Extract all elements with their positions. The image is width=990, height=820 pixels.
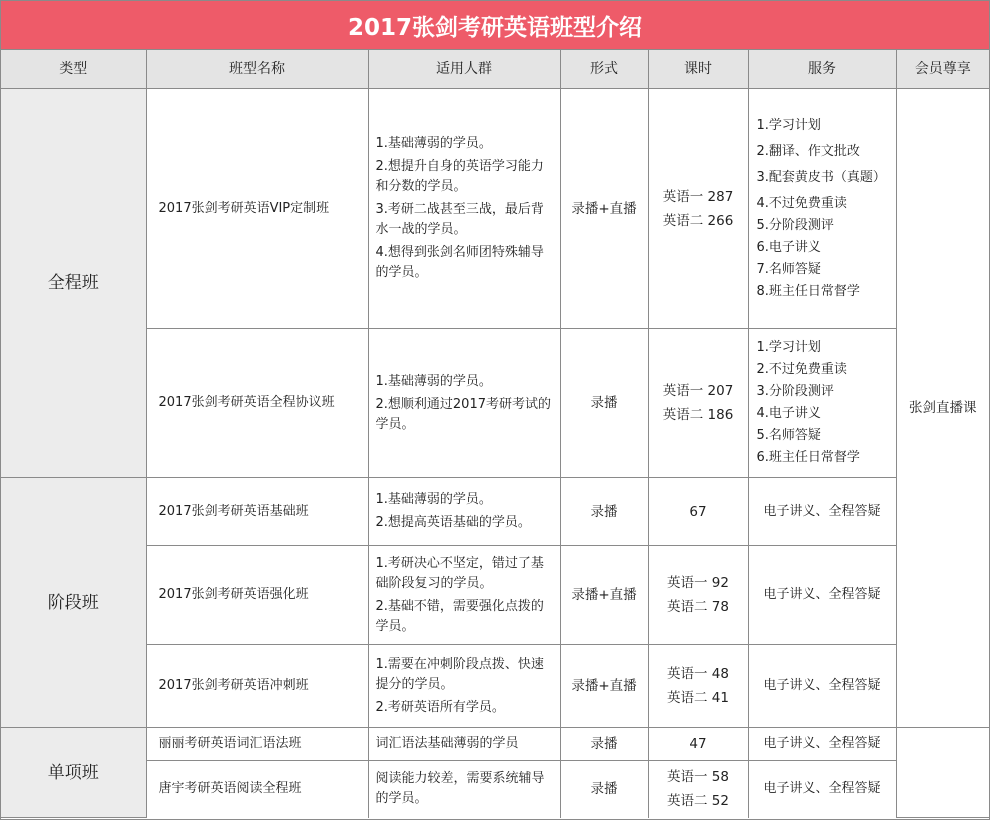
services-cell	[748, 478, 896, 546]
course-table	[1, 50, 989, 818]
service-item: 4.电子讲义	[756, 406, 821, 421]
audience-item: 1.基础薄弱的学员。	[375, 492, 492, 507]
service-item: 电子讲义、全程答疑	[763, 736, 881, 751]
header-member: 会员尊享	[896, 50, 989, 89]
hours-cell	[648, 478, 748, 546]
service-item: 电子讲义、全程答疑	[763, 781, 881, 797]
hours-cell	[648, 329, 748, 478]
audience-item: 2.想顺利通过2017考研考试的学员。	[375, 396, 551, 432]
services-cell	[748, 329, 896, 478]
audience-cell	[368, 329, 560, 478]
hours-cell	[648, 89, 748, 329]
service-item: 电子讲义、全程答疑	[763, 587, 881, 602]
page-title: 2017张剑考研英语班型介绍	[1, 1, 989, 50]
hours-item: 英语二 78	[667, 599, 729, 615]
category-single-course: 单项班	[1, 728, 146, 818]
audience-item: 1.考研决心不坚定，错过了基础阶段复习的学员。	[375, 555, 544, 591]
hours-item: 67	[689, 503, 707, 520]
header-audience: 适用人群	[368, 50, 560, 89]
service-item: 7.名师答疑	[756, 261, 821, 277]
table-row	[1, 89, 989, 329]
class-name: 2017张剑考研英语基础班	[146, 478, 368, 546]
audience-item: 词汇语法基础薄弱的学员	[375, 736, 519, 751]
service-item: 6.电子讲义	[756, 239, 821, 255]
header-type: 类型	[1, 50, 146, 89]
table-row	[1, 728, 989, 761]
service-item: 5.分阶段测评	[756, 217, 834, 233]
services-cell	[748, 728, 896, 761]
hours-item: 英语二 266	[662, 212, 734, 229]
audience-cell	[368, 89, 560, 329]
header-hours: 课时	[648, 50, 748, 89]
service-item: 电子讲义、全程答疑	[763, 678, 881, 693]
hours-item: 英语一 92	[667, 575, 729, 591]
class-name: 2017张剑考研英语冲刺班	[146, 645, 368, 728]
hours-item: 英语二 41	[667, 690, 729, 706]
service-item: 3.分阶段测评	[756, 384, 834, 399]
audience-item: 阅读能力较差，需要系统辅导的学员。	[375, 771, 545, 807]
class-name: 2017张剑考研英语全程协议班	[146, 329, 368, 478]
service-item: 6.班主任日常督学	[756, 450, 860, 465]
service-item: 8.班主任日常督学	[756, 283, 860, 299]
format-cell: 录播	[560, 761, 648, 818]
service-item: 1.学习计划	[756, 117, 821, 133]
audience-item: 1.需要在冲刺阶段点拨、快速提分的学员。	[375, 656, 544, 692]
services-cell	[748, 645, 896, 728]
service-item: 3.配套黄皮书（真题）	[756, 169, 886, 185]
format-cell: 录播	[560, 728, 648, 761]
audience-item: 1.基础薄弱的学员。	[375, 373, 492, 389]
format-cell: 录播+直播	[560, 546, 648, 645]
hours-cell	[648, 761, 748, 818]
format-cell: 录播+直播	[560, 645, 648, 728]
service-item: 1.学习计划	[756, 340, 821, 355]
service-item: 4.不过免费重读	[756, 195, 847, 211]
audience-item: 1.基础薄弱的学员。	[375, 136, 492, 151]
audience-item: 2.考研英语所有学员。	[375, 699, 505, 715]
category-full-course: 全程班	[1, 89, 146, 478]
audience-cell	[368, 645, 560, 728]
audience-cell	[368, 728, 560, 761]
hours-item: 英语一 287	[662, 188, 734, 205]
hours-cell	[648, 546, 748, 645]
format-cell: 录播	[560, 478, 648, 546]
category-stage-course: 阶段班	[1, 478, 146, 728]
audience-item: 2.想提升自身的英语学习能力和分数的学员。	[375, 159, 544, 194]
member-benefit-empty	[896, 728, 989, 818]
table-row	[1, 329, 989, 478]
class-name: 唐宇考研英语阅读全程班	[146, 761, 368, 818]
service-item: 5.名师答疑	[756, 428, 821, 443]
class-name: 2017张剑考研英语强化班	[146, 546, 368, 645]
audience-item: 2.基础不错，需要强化点拨的学员。	[375, 598, 544, 634]
hours-item: 47	[689, 736, 707, 752]
header-format: 形式	[560, 50, 648, 89]
services-cell	[748, 89, 896, 329]
services-cell	[748, 761, 896, 818]
service-item: 电子讲义、全程答疑	[763, 503, 881, 519]
audience-item: 2.想提高英语基础的学员。	[375, 515, 531, 530]
header-services: 服务	[748, 50, 896, 89]
hours-item: 英语二 52	[667, 793, 729, 810]
table-row	[1, 546, 989, 645]
format-cell: 录播	[560, 329, 648, 478]
hours-item: 英语一 58	[667, 769, 729, 786]
hours-item: 英语一 207	[662, 383, 734, 399]
format-cell: 录播+直播	[560, 89, 648, 329]
header-row	[1, 50, 989, 89]
services-cell	[748, 546, 896, 645]
service-item: 2.不过免费重读	[756, 362, 847, 377]
class-name: 丽丽考研英语词汇语法班	[146, 728, 368, 761]
table-row	[1, 761, 989, 818]
audience-cell	[368, 546, 560, 645]
audience-cell	[368, 761, 560, 818]
hours-item: 英语一 48	[667, 666, 729, 682]
hours-item: 英语二 186	[662, 407, 734, 423]
hours-cell	[648, 728, 748, 761]
audience-cell	[368, 478, 560, 546]
class-name: 2017张剑考研英语VIP定制班	[146, 89, 368, 329]
table-row	[1, 645, 989, 728]
audience-item: 4.想得到张剑名师团特殊辅导的学员。	[375, 245, 544, 280]
hours-cell	[648, 645, 748, 728]
member-benefit: 张剑直播课	[896, 89, 989, 728]
audience-item: 3.考研二战甚至三战，最后背水一战的学员。	[375, 202, 544, 237]
service-item: 2.翻译、作文批改	[756, 143, 860, 159]
table-row	[1, 478, 989, 546]
header-class-name: 班型名称	[146, 50, 368, 89]
